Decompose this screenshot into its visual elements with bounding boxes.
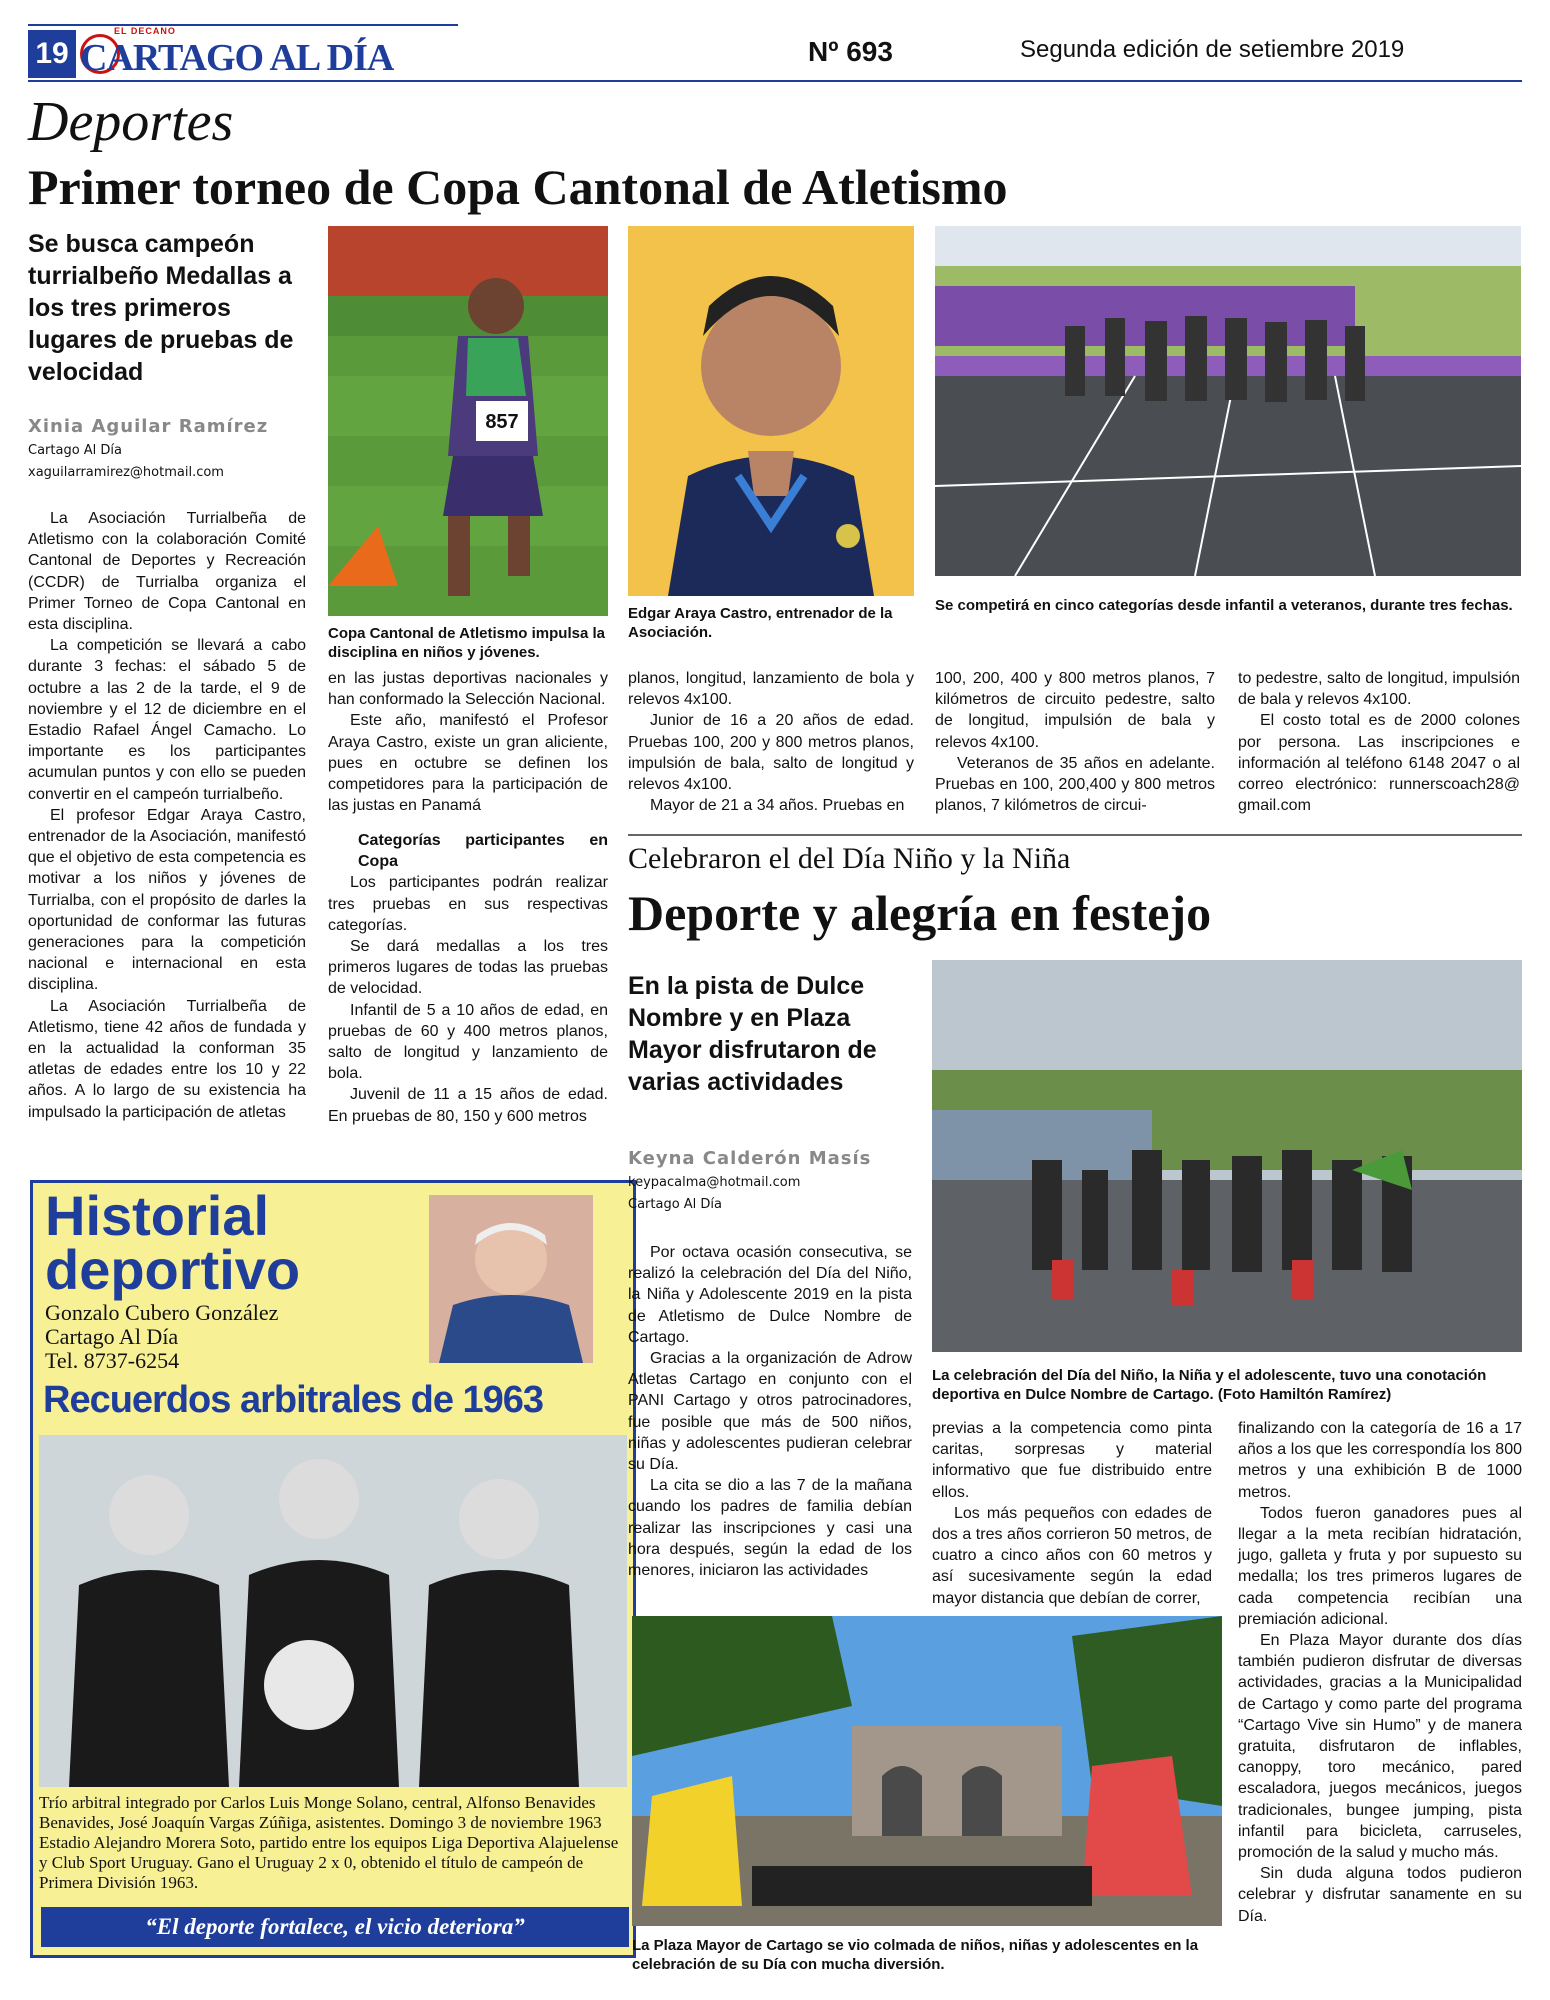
columnist-photo xyxy=(429,1195,593,1363)
logo-tagline: EL DECANO xyxy=(114,26,176,36)
paragraph: Los más pequeños con edades de dos a tres años corrieron 50 metros, de cuatro a cinco años con 60 metros y así sucesivamente según la edad mayor distancia que debían de correr, xyxy=(932,1504,1212,1607)
article-divider xyxy=(628,834,1522,836)
plaza-mayor-photo xyxy=(632,1616,1222,1926)
runner-photo-caption: Copa Cantonal de Atletismo impulsa la disciplina en niños y jóvenes. xyxy=(328,625,605,661)
article1-column-5 xyxy=(1238,668,1520,816)
coach-photo xyxy=(628,226,914,596)
coach-photo-caption: Edgar Araya Castro, entrenador de la Asociación. xyxy=(628,605,893,641)
article1-kicker: Se busca campeón turrialbeño Medallas a los tres primeros lugares de pruebas de velocidad xyxy=(28,230,294,386)
article2-author: Keyna Calderón Masís xyxy=(628,1148,872,1169)
article1-column-4 xyxy=(935,668,1215,816)
article2-column-3 xyxy=(1238,1418,1522,1927)
historial-author: Gonzalo Cubero González xyxy=(45,1300,279,1325)
paragraph: Veteranos de 35 años en adelante. Pruebas en 100, 200,400 y 800 metros planos, 7 kilómetros de circui- xyxy=(935,754,1215,815)
paragraph: previas a la competencia como pinta caritas, sorpresas y material informativo que fue distribuido entre ellos. xyxy=(932,1420,1212,1501)
article1-subhead: Categorías participantes en Copa xyxy=(358,832,608,871)
article2-column-1 xyxy=(628,1242,912,1581)
celebration-photo-caption: La celebración del Día del Niño, la Niña y el adolescente, tuvo una conotación deportiva en Dulce Nombre de Cartago. (Foto Hamiltón Ramírez) xyxy=(932,1367,1487,1403)
paragraph: En Plaza Mayor durante dos días también pudieron disfrutar de diversas actividades, gracias a la Municipalidad de Cartago y como parte del programa “Cartago Vive sin Humo” y de manera gratuita, disfrutaron de inflables, canoppy, toro mecánico, pared escaladora, juegos mecánicos, juegos tradicionales, bungee jumping, pista infantil para bicicleta, carruseles, promoción de la salud y mucho más. xyxy=(1238,1632,1522,1862)
referees-photo-caption: Trío arbitral integrado por Carlos Luis Monge Solano, central, Alfonso Benavides Benavides, José Joaquín Vargas Zúñiga, asistentes. Domingo 3 de noviembre 1963 Estadio Alejandro Morera Soto, partido entre los equipos Liga Deportiva Alajuelense y Club Sport Uruguay. Gano el Uruguay 2 x 0, obtenido el título de campeón de Primera División 1963. xyxy=(39,1793,619,1892)
article1-email: xaguilarramirez@hotmail.com xyxy=(28,465,224,480)
historial-motto: “El deporte fortalece, el vicio deteriora” xyxy=(41,1907,629,1947)
article2-email: keypacalma@hotmail.com xyxy=(628,1175,801,1190)
plaza-mayor-photo-caption: La Plaza Mayor de Cartago se vio colmada de niños, niñas y adolescentes en la celebración de su Día con mucha diversión. xyxy=(632,1937,1199,1973)
historial-deportivo-box xyxy=(30,1180,636,1958)
paragraph: La Asociación Turrialbeña de Atletismo con la colaboración Comité Cantonal de Deportes y Recreación (CCDR) de Turrialba organiza el Primer Torneo de Copa Cantonal en esta disciplina. xyxy=(28,510,306,634)
paragraph: Juvenil de 11 a 15 años de edad. En pruebas de 80, 150 y 600 metros xyxy=(328,1086,608,1125)
article1-column-1 xyxy=(28,508,306,1123)
section-title: Deportes xyxy=(28,91,234,153)
paragraph: El profesor Edgar Araya Castro, entrenador de la Asociación, manifestó que el objetivo de esta competencia es motivar a los niños y jóvenes de Turrialba, con el propósito de darles la oportunidad de conformar las futuras generaciones para la competición nacional e internacional en esta disciplina. xyxy=(28,806,306,994)
referees-photo xyxy=(39,1435,627,1787)
issue-number: Nº 693 xyxy=(808,36,893,67)
article2-outlet: Cartago Al Día xyxy=(628,1197,723,1212)
paragraph: finalizando con la categoría de 16 a 17 años a los que les correspondía los 800 metros y una exhibición B de 1000 metros. xyxy=(1238,1420,1522,1501)
paragraph: Mayor de 21 a 34 años. Pruebas en xyxy=(650,797,905,815)
page-number: 19 xyxy=(28,30,76,78)
paragraph: La competición se llevará a cabo durante 3 fechas: el sábado 5 de octubre a las 2 de la tarde, el 9 de noviembre y el 12 de diciembre en el Estadio Rafael Ángel Camacho. Lo importante es los participantes acumulan puntos y con ello se pueden convertir en el campeón turrialbeño. xyxy=(28,637,306,803)
logo-name: CARTAGO AL DÍA xyxy=(80,37,394,79)
article1-outlet: Cartago Al Día xyxy=(28,443,123,458)
historial-headline: Recuerdos arbitrales de 1963 xyxy=(43,1379,544,1421)
race-bib: 857 xyxy=(485,411,519,433)
article2-column-2 xyxy=(932,1418,1212,1609)
historial-title: Historial deportivo xyxy=(45,1184,301,1301)
edition-date: Segunda edición de setiembre 2019 xyxy=(1020,36,1405,63)
paragraph: Gracias a la organización de Adrow Atletas Cartago en conjunto con el PANI Cartago y otros patrocinadores, fue posible que más de 500 niños, niñas y adolescentes pudieran celebrar su Día. xyxy=(628,1350,912,1474)
paragraph: La cita se dio a las 7 de la mañana cuando los padres de familia debían realizar las inscripciones y casi una hora después, según la edad de los menores, iniciaron las actividades xyxy=(628,1477,912,1580)
paragraph: Todos fueron ganadores pues al llegar a la meta recibían hidratación, jugo, galleta y fruta y por supuesto su medalla; los tres primeros lugares de cada competencia recibían una premiación adicional. xyxy=(1238,1504,1522,1628)
article1-author: Xinia Aguilar Ramírez xyxy=(28,416,269,437)
paragraph: La Asociación Turrialbeña de Atletismo, tiene 42 años de fundada y en la actualidad la conforman 35 atletas de edades entre los 10 y 22 años. A lo largo de su existencia ha impulsado la participación de atletas xyxy=(28,997,306,1121)
paragraph: planos, longitud, lanzamiento de bola y relevos 4x100. xyxy=(628,670,914,709)
article1-column-2 xyxy=(328,668,608,1127)
article2-kicker: En la pista de Dulce Nombre y en Plaza Mayor disfrutaron de varias actividades xyxy=(628,972,877,1096)
header-bottom-rule xyxy=(28,80,1522,82)
paragraph: en las justas deportivas nacionales y han conformado la Selección Nacional. xyxy=(328,670,608,709)
paragraph: Sin duda alguna todos pudieron celebrar y disfrutar sanamente en su Día. xyxy=(1238,1865,1522,1925)
article2-overline: Celebraron el del Día Niño y la Niña xyxy=(628,842,1071,875)
celebration-photo xyxy=(932,960,1522,1352)
historial-byline xyxy=(45,1301,278,1373)
kids-track-photo-caption: Se competirá en cinco categorías desde infantil a veteranos, durante tres fechas. xyxy=(935,597,1513,614)
historial-outlet: Cartago Al Día xyxy=(45,1324,179,1349)
paragraph: Este año, manifestó el Profesor Araya Castro, existe un gran aliciente, pues en octubre se definen los competidores para la participación de las justas en Panamá xyxy=(328,712,608,815)
kids-track-photo xyxy=(935,226,1521,576)
paragraph: 100, 200, 400 y 800 metros planos, 7 kilómetros de circuito pedestre, salto de longitud, impulsión de bala y relevos 4x100. xyxy=(935,670,1215,751)
paragraph: Por octava ocasión consecutiva, se realizó la celebración del Día del Niño, la Niña y Adolescente 2019 en la pista de Atletismo de Dulce Nombre de Cartago. xyxy=(628,1244,912,1346)
paragraph: Se dará medallas a los tres primeros lugares de todas las pruebas de velocidad. xyxy=(328,938,608,998)
paragraph: to pedestre, salto de longitud, impulsión de bala y relevos 4x100. xyxy=(1238,670,1520,709)
article1-column-3 xyxy=(628,668,914,816)
runner-photo xyxy=(328,226,608,616)
article2-headline: Deporte y alegría en festejo xyxy=(628,885,1212,941)
paragraph: El costo total es de 2000 colones por persona. Las inscripciones e información al teléfono 6148 2047 o al correo electrónico: runnerscoach28@ gmail.com xyxy=(1238,712,1520,815)
paragraph: Infantil de 5 a 10 años de edad, en pruebas de 60 y 400 metros planos, salto de longitud y lanzamiento de bola. xyxy=(328,1001,608,1083)
paragraph: Junior de 16 a 20 años de edad. Pruebas 100, 200 y 800 metros planos, impulsión de bala, salto de longitud y relevos 4x100. xyxy=(628,712,914,794)
paragraph: Los participantes podrán realizar tres pruebas en sus respectivas categorías. xyxy=(328,874,608,934)
historial-phone: Tel. 8737-6254 xyxy=(45,1348,180,1373)
article1-headline: Primer torneo de Copa Cantonal de Atletismo xyxy=(28,159,1008,215)
newspaper-logo[interactable] xyxy=(80,24,394,80)
